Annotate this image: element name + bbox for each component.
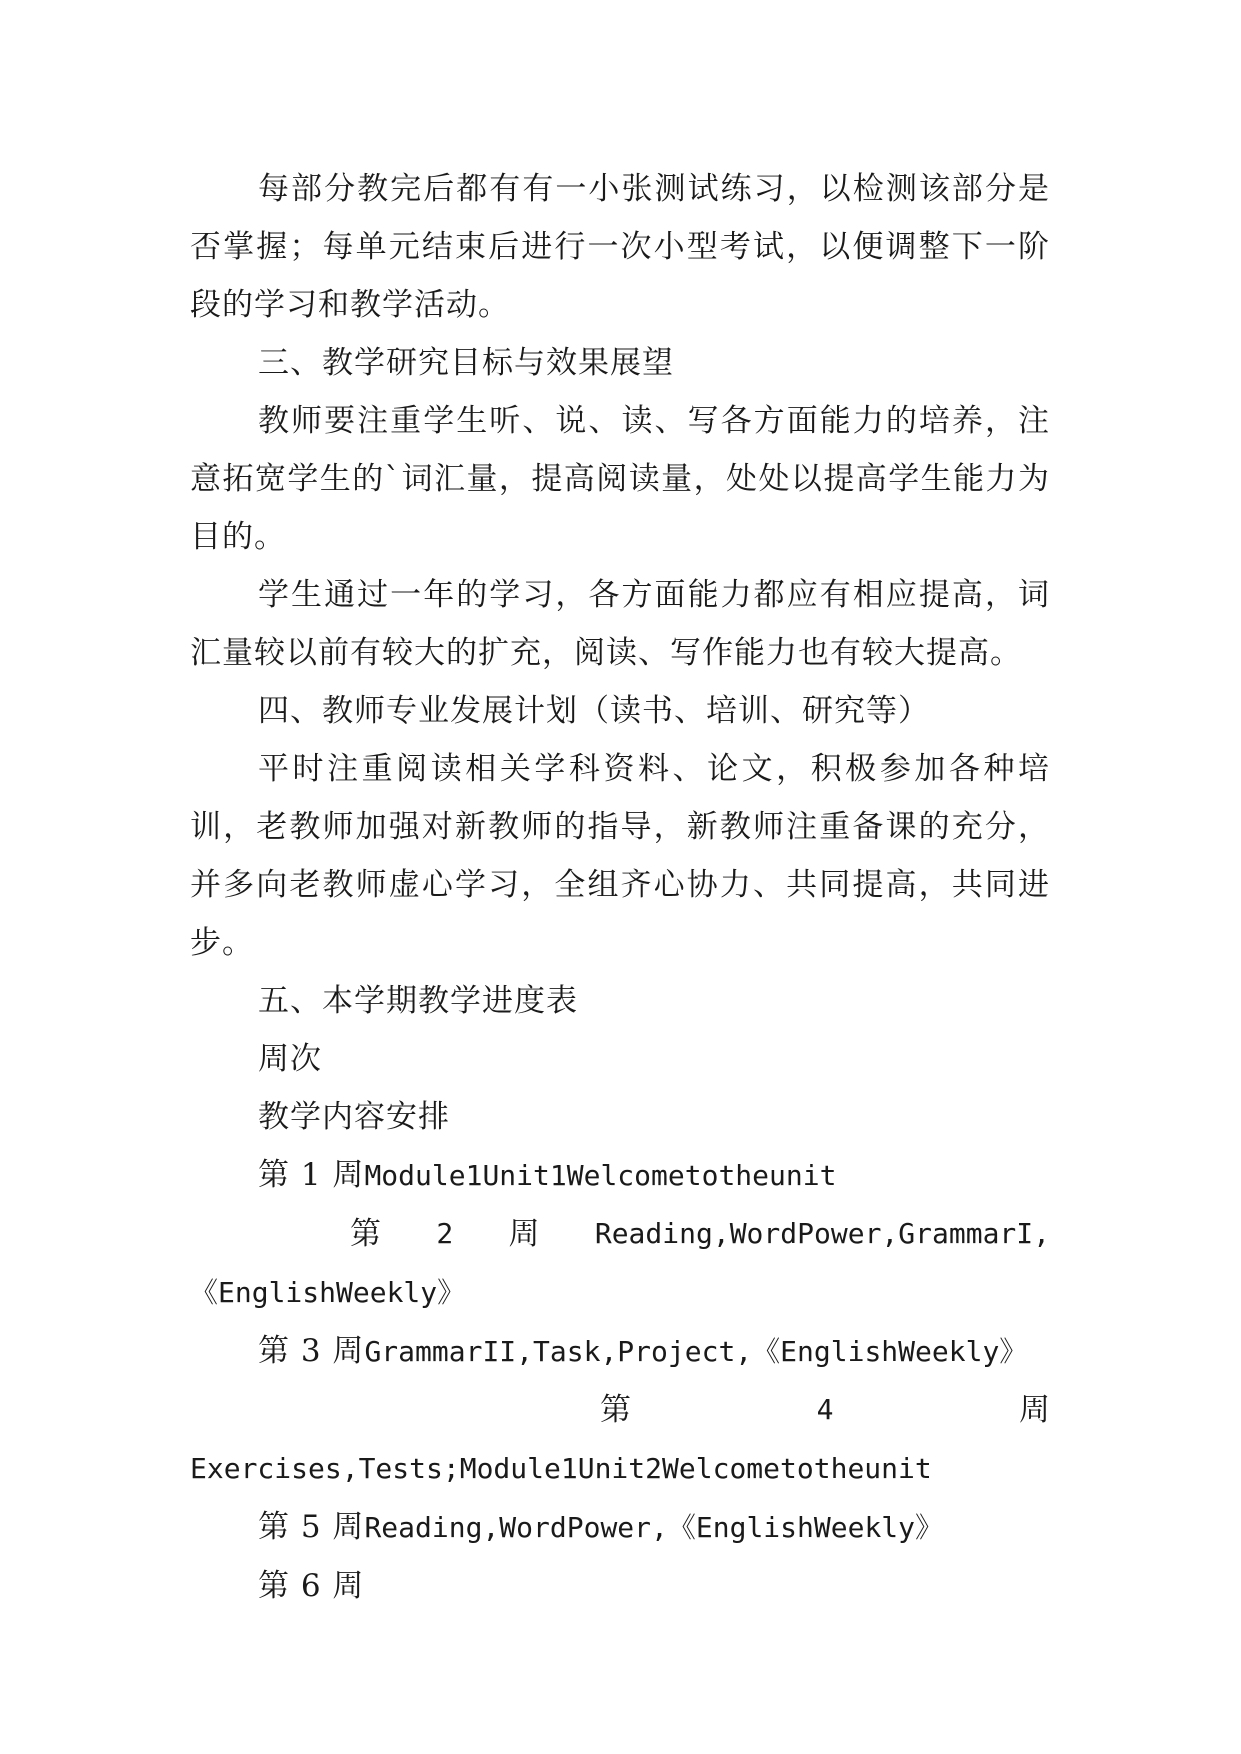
- schedule-week-5: [190, 1498, 1050, 1557]
- week-content: GrammarII,Task,Project,《EnglishWeekly》: [364, 1335, 1028, 1368]
- week-label-part: 周: [508, 1216, 540, 1252]
- week-content: Module1Unit1Welcometotheunit: [364, 1159, 837, 1192]
- section-heading-3: 三、教学研究目标与效果展望: [258, 345, 674, 381]
- schedule-week-6: [190, 1557, 1050, 1615]
- schedule-week-1: [190, 1146, 1050, 1205]
- schedule-week-4-continued: [190, 1439, 1050, 1498]
- week-label: 第 1 周: [258, 1157, 365, 1193]
- paragraph-goals: 教师要注重学生听、说、读、写各方面能力的培养，注意拓宽学生的`词汇量，提高阅读量，处处以提高学生能力为目的。: [190, 403, 1050, 555]
- schedule-week-4: [190, 1381, 1050, 1439]
- week-label-part: 第: [350, 1216, 381, 1252]
- schedule-week-3: [190, 1322, 1050, 1381]
- paragraph-outlook: 学生通过一年的学习，各方面能力都应有相应提高，词汇量较以前有较大的扩充，阅读、写作能力也有较大提高。: [190, 577, 1050, 671]
- week-content: Exercises,Tests;Module1Unit2Welcometotheunit: [190, 1452, 932, 1485]
- table-header-content: 教学内容安排: [258, 1099, 450, 1135]
- week-label: 第 5 周: [258, 1509, 365, 1545]
- section-heading-5: 五、本学期教学进度表: [258, 983, 578, 1019]
- week-content: Reading,WordPower,GrammarI,: [594, 1217, 1050, 1250]
- paragraph-development: 平时注重阅读相关学科资料、论文，积极参加各种培训，老教师加强对新教师的指导，新教师注重备课的充分，并多向老教师虚心学习，全组齐心协力、共同提高，共同进步。: [190, 751, 1050, 961]
- week-content: Reading,WordPower,《EnglishWeekly》: [364, 1511, 944, 1544]
- week-number: 2: [436, 1217, 454, 1250]
- paragraph-testing: 每部分教完后都有有一小张测试练习，以检测该部分是否掌握；每单元结束后进行一次小型考试，以便调整下一阶段的学习和教学活动。: [190, 171, 1050, 323]
- document-body: [190, 160, 1050, 1615]
- section-heading-4: 四、教师专业发展计划（读书、培训、研究等）: [258, 693, 930, 729]
- week-label-part: 周: [1018, 1392, 1050, 1428]
- week-number: 4: [816, 1393, 834, 1426]
- table-header-week: 周次: [258, 1041, 322, 1077]
- week-content: 《EnglishWeekly》: [190, 1276, 466, 1309]
- schedule-week-2-continued: [190, 1263, 1050, 1322]
- week-label: 第 6 周: [258, 1568, 365, 1604]
- week-label-part: 第: [600, 1392, 631, 1428]
- schedule-week-2: [190, 1205, 1050, 1263]
- week-label: 第 3 周: [258, 1333, 365, 1369]
